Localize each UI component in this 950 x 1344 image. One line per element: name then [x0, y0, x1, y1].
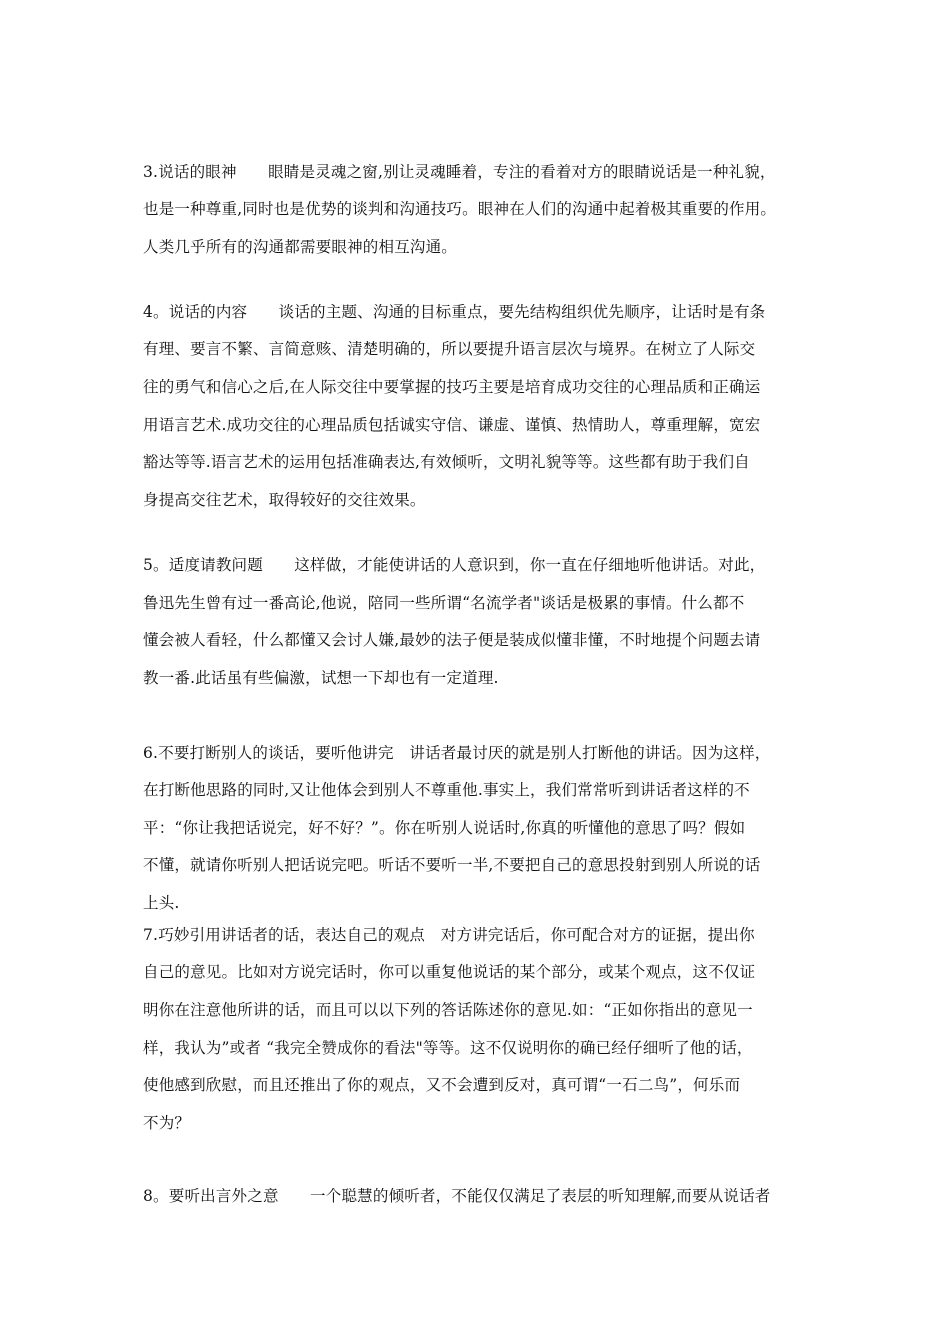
paragraph-line: 鲁迅先生曾有过一番高论,他说，陪同一些所谓“名流学者"谈话是极累的事情。什么都不 — [143, 594, 745, 612]
paragraph-line: 7.巧妙引用讲话者的话，表达自己的观点 对方讲完话后，你可配合对方的证据，提出你 — [143, 926, 755, 944]
paragraph-line: 4。说话的内容 谈话的主题、沟通的目标重点，要先结构组织优先顺序，让话时是有条 — [143, 303, 766, 321]
paragraph-line: 自己的意见。比如对方说完话时，你可以重复他说话的某个部分，或某个观点，这不仅证 — [143, 963, 756, 981]
paragraph-line: 3.说话的眼神 眼睛是灵魂之窗,别让灵魂睡着，专注的看着对方的眼睛说话是一种礼貌， — [143, 163, 776, 181]
paragraph-line: 有理、要言不繁、言简意赅、清楚明确的，所以要提升语言层次与境界。在树立了人际交 — [143, 340, 756, 358]
paragraph-line: 不为？ — [143, 1114, 191, 1132]
paragraph-line: 往的勇气和信心之后,在人际交往中要掌握的技巧主要是培育成功交往的心理品质和正确运 — [143, 378, 761, 396]
paragraph-line: 5。适度请教问题 这样做，才能使讲话的人意识到，你一直在仔细地听他讲话。对此， — [143, 556, 766, 574]
paragraph-line: 在打断他思路的同时,又让他体会到别人不尊重他.事实上，我们常常听到讲话者这样的不 — [143, 781, 750, 799]
paragraph-line: 豁达等等.语言艺术的运用包括准确表达,有效倾听，文明礼貌等等。这些都有助于我们自 — [143, 453, 750, 471]
paragraph-line: 6.不要打断别人的谈话，要听他讲完 讲话者最讨厌的就是别人打断他的讲话。因为这样， — [143, 744, 771, 762]
paragraph-line: 样，我认为”或者 “我完全赞成你的看法"等等。这不仅说明你的确已经仔细听了他的话， — [143, 1039, 753, 1057]
paragraph-line: 8。要听出言外之意 一个聪慧的倾听者，不能仅仅满足了表层的听知理解,而要从说话者 — [143, 1187, 771, 1205]
paragraph-line: 上头. — [143, 894, 180, 912]
paragraph-line: 明你在注意他所讲的话，而且可以以下列的答话陈述你的意见.如：“正如你指出的意见一 — [143, 1001, 753, 1019]
paragraph-line: 懂会被人看轻，什么都懂又会讨人嫌,最妙的法子便是装成似懂非懂，不时地提个问题去请 — [143, 631, 761, 649]
paragraph-line: 人类几乎所有的沟通都需要眼神的相互沟通。 — [143, 238, 458, 256]
paragraph-line: 也是一种尊重,同时也是优势的谈判和沟通技巧。眼神在人们的沟通中起着极其重要的作用。 — [143, 200, 777, 218]
paragraph-line: 用语言艺术.成功交往的心理品质包括诚实守信、谦虚、谨慎、热情助人，尊重理解，宽宏 — [143, 416, 761, 434]
paragraph-line: 使他感到欣慰，而且还推出了你的观点，又不会遭到反对，真可谓“一石二鸟”，何乐而 — [143, 1076, 741, 1094]
paragraph-line: 平：“你让我把话说完，好不好？”。你在听别人说话时,你真的听懂他的意思了吗？假如 — [143, 819, 746, 837]
paragraph-line: 教一番.此话虽有些偏激，试想一下却也有一定道理. — [143, 669, 499, 687]
paragraph-line: 身提高交往艺术，取得较好的交往效果。 — [143, 491, 426, 509]
paragraph-line: 不懂，就请你听别人把话说完吧。听话不要听一半,不要把自己的意思投射到别人所说的话 — [143, 856, 761, 874]
